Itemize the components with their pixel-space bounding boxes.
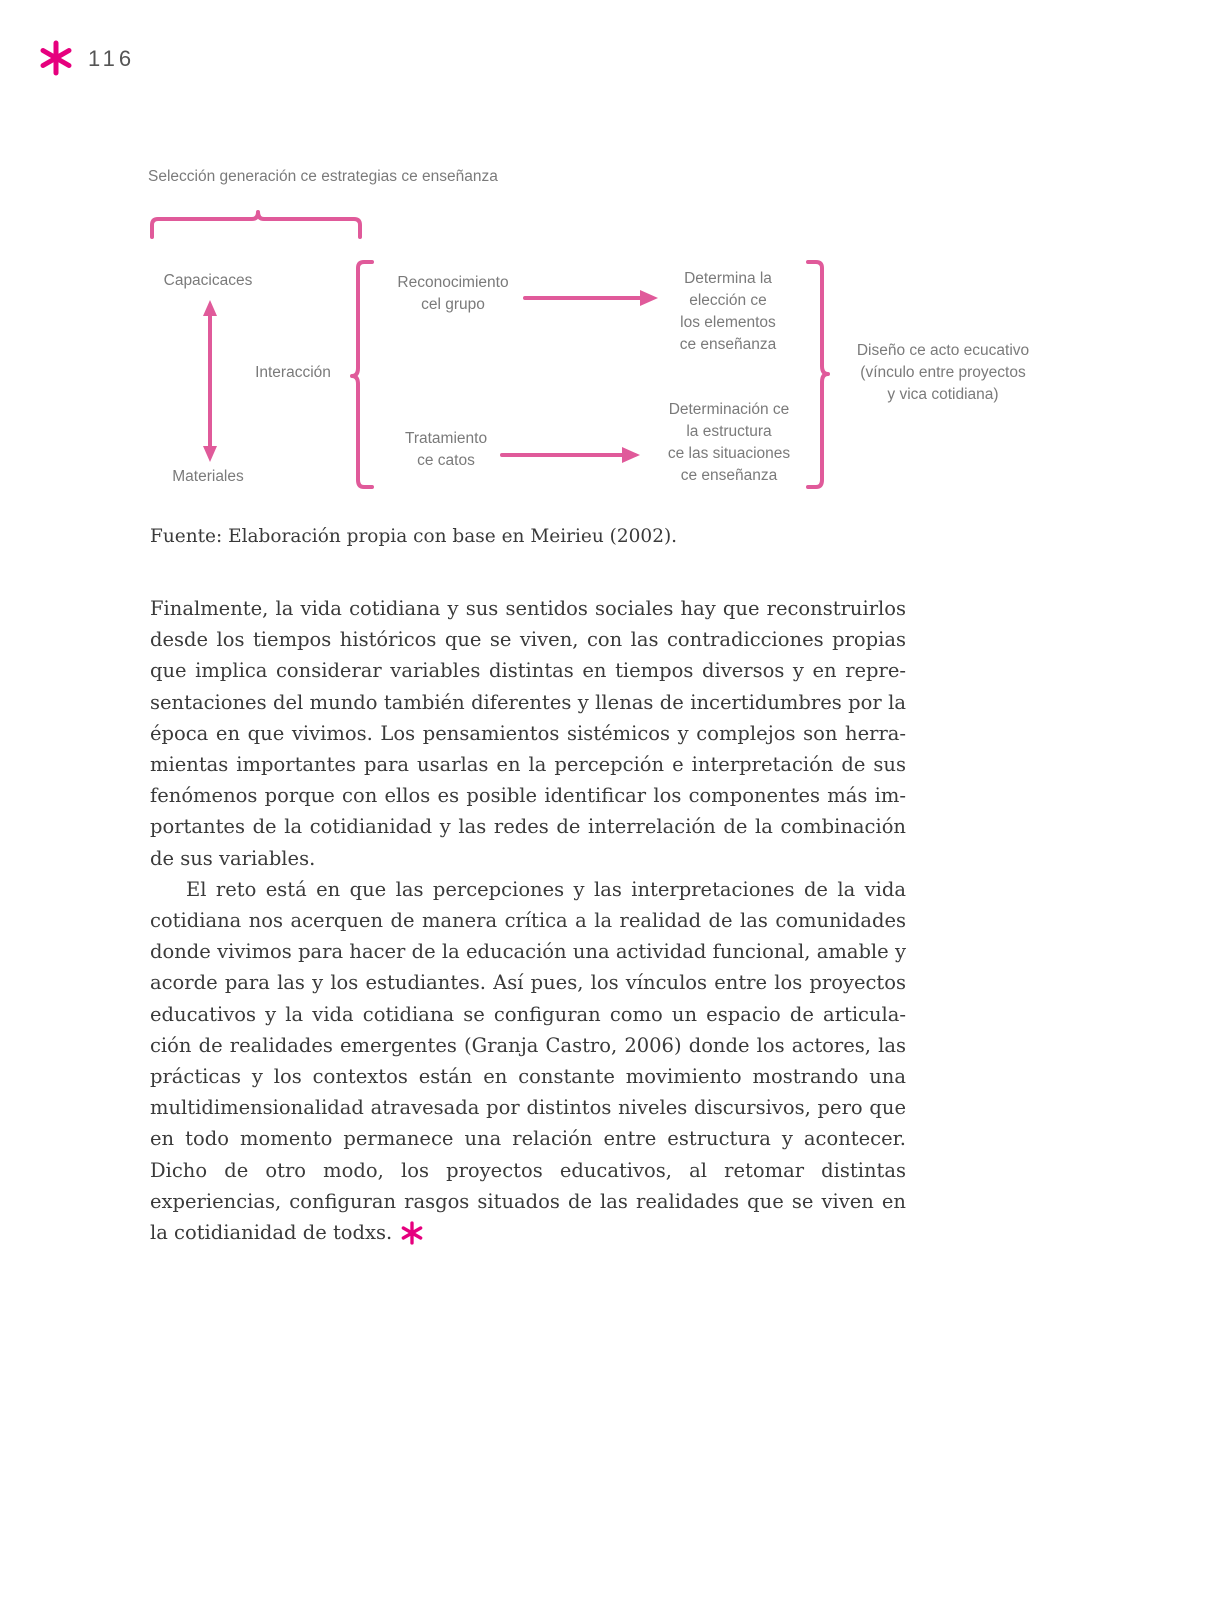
label-estructura-situaciones: Determinación ce la estructura ce las situaciones ce enseñanza	[667, 401, 791, 484]
label-interaccion: Interacción	[255, 364, 331, 381]
paragraph	[150, 593, 906, 874]
paragraph	[150, 874, 906, 1248]
page-number: 116	[88, 46, 136, 71]
arrow-2-head	[622, 447, 640, 463]
left-brace	[352, 262, 372, 487]
arrow-up-head	[203, 300, 217, 316]
label-eleccion-elementos: Determina la elección ce los elementos ce enseñanza	[679, 270, 777, 353]
label-reconocimiento-grupo: Reconocimiento cel grupo	[397, 274, 509, 313]
label-diseno-acto-educativo: Diseño ce acto ecucativo (vínculo entre proyectos y vica cotidiana)	[856, 342, 1030, 403]
body-text	[150, 593, 906, 1248]
asterisk-star-icon	[400, 1221, 424, 1245]
top-brace	[152, 212, 360, 237]
figure-source: Fuente: Elaboración propia con base en Meirieu (2002).	[150, 526, 678, 547]
label-capacidades: Capacicaces	[163, 272, 253, 289]
paragraph-text: El reto está en que las percepciones y las interpretaciones de la vida cotidiana nos acerquen de manera crítica a la realidad de las comunidades donde vivimos para hacer de la educación una actividad funcional, amable y acorde para las y los estudiantes. Así pues, los vínculos entre los proyectos educativos y la vida cotidiana se configuran como un espacio de articulación de realidades emergentes (Granja Castro, 2006) donde los actores, las prácticas y los contextos están en constante movimiento mostrando una multidimensionalidad atravesada por distintos niveles discursivos, pero que en todo momento permanece una relación entre estructura y acontecer. Dicho de otro modo, los proyectos educativos, al retomar distintas experiencias, configuran rasgos situados de las realidades que se viven en la cotidianidad de todxs.	[150, 877, 906, 1245]
label-tratamiento-datos: Tratamiento ce catos	[404, 430, 488, 469]
strategy-diagram	[0, 0, 1214, 520]
arrow-down-head	[203, 446, 217, 462]
diagram-title: Selección generación ce estrategias ce enseñanza	[148, 168, 498, 185]
paragraph-text: Finalmente, la vida cotidiana y sus sentidos sociales hay que reconstruirlos desde los tiempos históricos que se viven, con las contradicciones propias que implica considerar variables distintas en tiempos diversos y en representaciones del mundo también diferentes y llenas de incertidumbres por la época en que vivimos. Los pensamientos sistémicos y complejos son herramientas importantes para usarlas en la percepción e interpretación de sus fenómenos porque con ellos es posible identificar los componentes más importantes de la cotidianidad y las redes de interrelación de la combinación de sus variables.	[150, 597, 906, 870]
diagram-lines	[0, 0, 1214, 520]
label-materiales: Materiales	[172, 468, 244, 485]
